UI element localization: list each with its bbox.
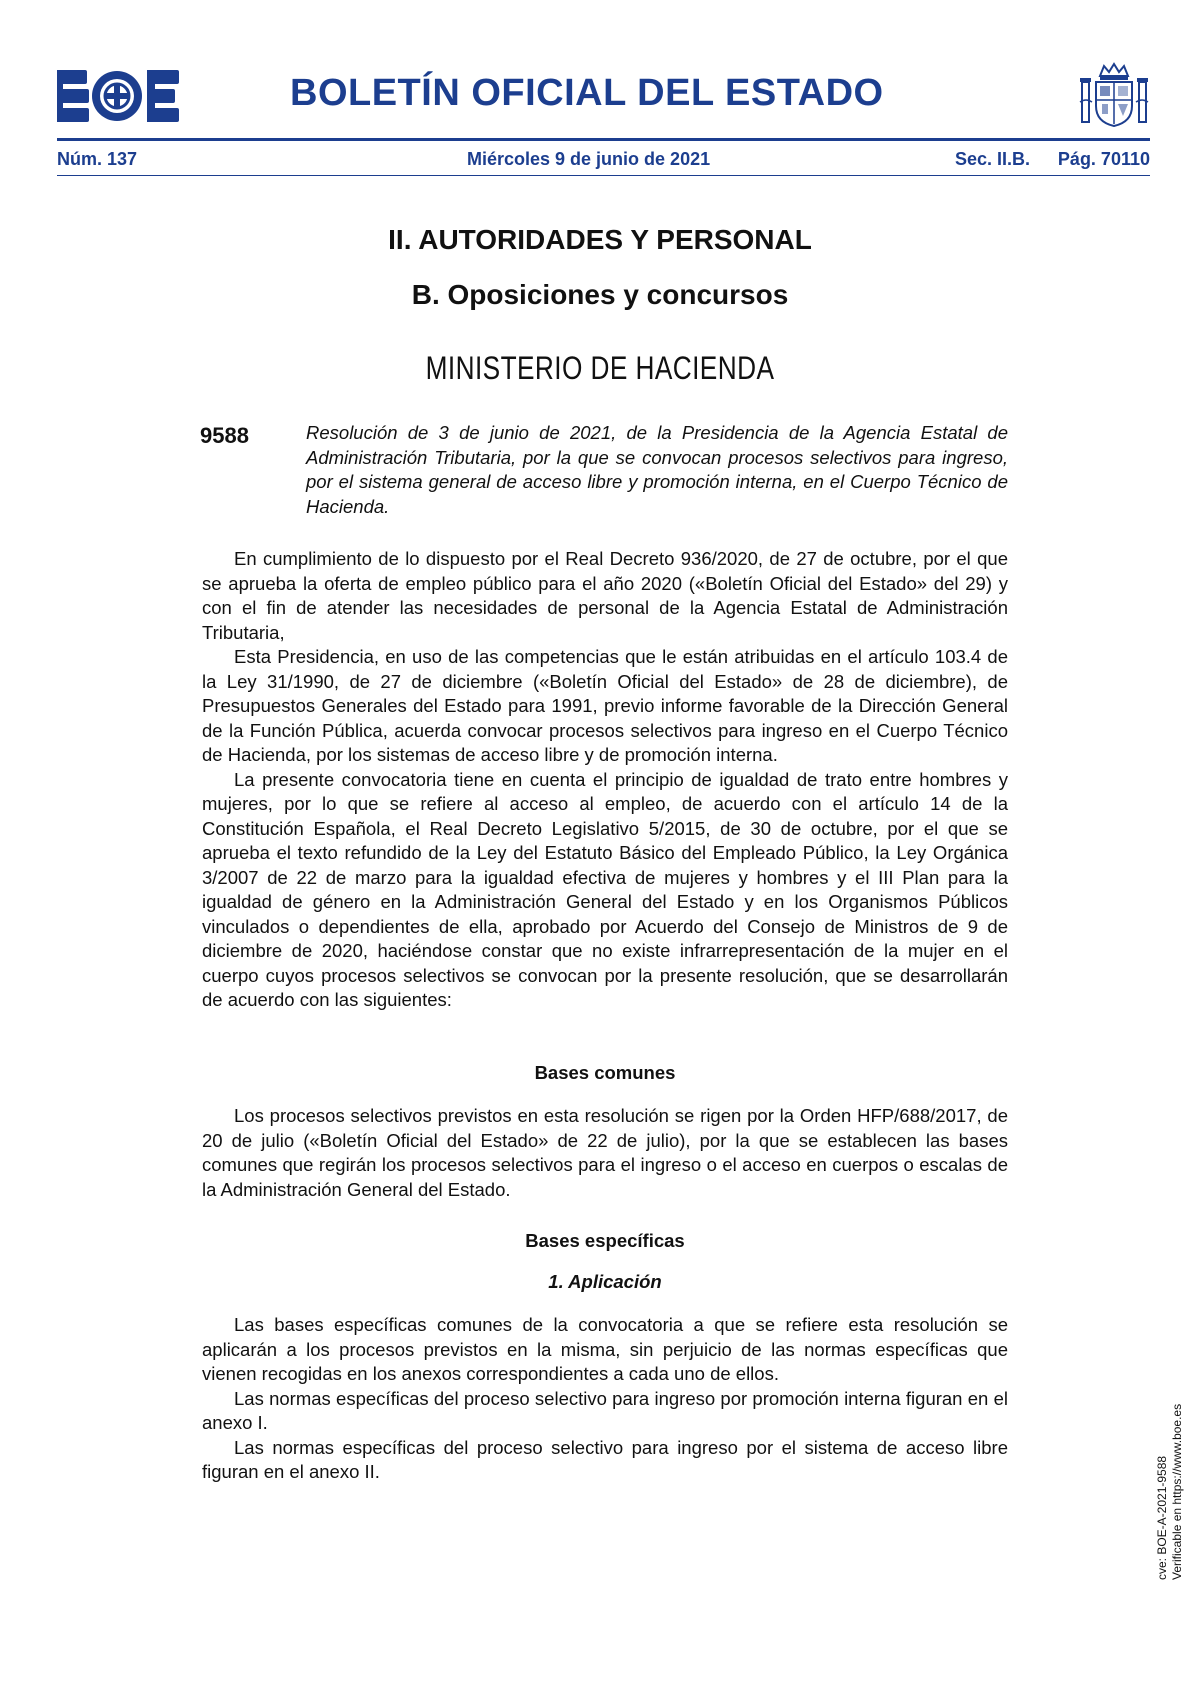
issue-number: Núm. 137 xyxy=(57,149,138,169)
paragraph: Los procesos selectivos previstos en esta resolución se rigen por la Orden HFP/688/2017, de 20 de julio («Boletín Oficial del Estado» de 22 de julio), por la que se establecen las bases comunes que regirán los procesos selectivos para el ingreso o el acceso en cuerpos o escalas de la Administración General del Estado. xyxy=(202,1105,1008,1200)
paragraph: Las normas específicas del proceso selectivo para ingreso por el sistema de acceso libre figuran en el anexo II. xyxy=(202,1436,1008,1482)
intro-paragraphs xyxy=(202,547,1008,1013)
issue-info-row xyxy=(57,149,1150,171)
paragraph: Las bases específicas comunes de la convocatoria a que se refiere esta resolución se aplicarán a los procesos previstos en la misma, sin perjuicio de las normas específicas que vienen recogidas en los anexos correspondientes a cada uno de ellos. xyxy=(202,1314,1008,1384)
ministry-heading: MINISTERIO DE HACIENDA xyxy=(425,350,775,386)
paragraph: Esta Presidencia, en uso de las competencias que le están atribuidas en el artículo 103.4 de la Ley 31/1990, de 27 de diciembre («Boletín Oficial del Estado» de 28 de diciembre), de Presupuestos Generales del Estado para 1991, previo informe favorable de la Dirección General de la Función Pública, acuerda convocar procesos selectivos para ingreso en el Cuerpo Técnico de Hacienda, por los sistemas de acceso libre y de promoción interna. xyxy=(202,646,1008,765)
issue-date: Miércoles 9 de junio de 2021 xyxy=(467,149,711,169)
publication-title: BOLETÍN OFICIAL DEL ESTADO xyxy=(290,72,884,114)
verification-url[interactable]: Verificable en https://www.boe.es xyxy=(1170,1403,1184,1580)
aplicacion-block xyxy=(202,1313,1008,1485)
issue-section: Sec. II.B. xyxy=(954,149,1030,169)
resolution-title: Resolución de 3 de junio de 2021, de la Presidencia de la Agencia Estatal de Administración Tributaria, por la que se convocan procesos selectivos para ingreso, por el sistema general de acceso libre y promoción interna, en el Cuerpo Técnico de Hacienda. xyxy=(306,422,1008,517)
paragraph: Las normas específicas del proceso selectivo para ingreso por promoción interna figuran en el anexo I. xyxy=(202,1387,1008,1433)
bases-comunes-heading: Bases comunes xyxy=(534,1062,676,1083)
subsection-heading: B. Oposiciones y concursos xyxy=(411,279,789,310)
cve-code: cve: BOE-A-2021-9588 xyxy=(1155,1455,1169,1580)
aplicacion-heading: 1. Aplicación xyxy=(548,1271,662,1292)
boe-logo xyxy=(57,70,179,122)
issue-page: Pág. 70110 xyxy=(1057,149,1150,169)
resolution-number: 9588 xyxy=(200,423,249,448)
bases-comunes-block xyxy=(202,1104,1008,1202)
paragraph: En cumplimiento de lo dispuesto por el Real Decreto 936/2020, de 27 de octubre, por el que se aprueba la oferta de empleo público para el año 2020 («Boletín Oficial del Estado» del 29) y con el fin de atender las necesidades de personal de la Agencia Estatal de Administración Tributaria, xyxy=(202,548,1008,643)
bases-especificas-heading: Bases específicas xyxy=(525,1230,685,1251)
header-rule xyxy=(57,138,1150,141)
verification-note xyxy=(1155,1404,1185,1580)
coat-of-arms-icon xyxy=(1078,62,1150,128)
paragraph: La presente convocatoria tiene en cuenta el principio de igualdad de trato entre hombres y mujeres, por lo que se refiere al acceso al empleo, de acuerdo con el artículo 14 de la Constitución Española, el Real Decreto Legislativo 5/2015, de 30 de octubre, por el que se aprueba el texto refundido de la Ley del Estatuto Básico del Empleado Público, la Ley Orgánica 3/2007 de 22 de marzo para la igualdad efectiva de mujeres y hombres y el III Plan para la igualdad de género en la Administración General del Estado y en los Organismos Públicos vinculados o dependientes de ella, aprobado por Acuerdo del Consejo de Ministros de 9 de diciembre de 2020, haciéndose constar que no existe infrarrepresentación de la mujer en el cuerpo cuyos procesos selectivos se convocan por la presente resolución, que se desarrollarán de acuerdo con las siguientes: xyxy=(202,768,1008,1010)
issue-rule xyxy=(57,175,1150,176)
section-heading: II. AUTORIDADES Y PERSONAL xyxy=(388,224,812,255)
